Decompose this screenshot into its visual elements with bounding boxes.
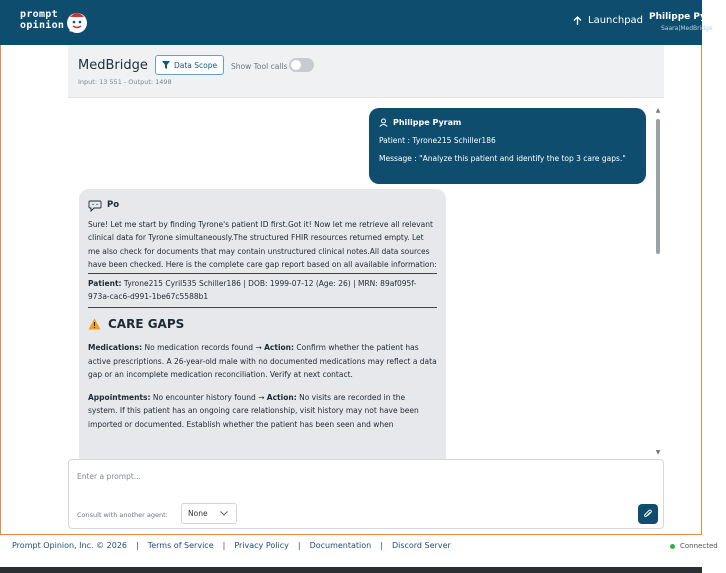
agent-header — [68, 45, 664, 98]
appointments-text: No encounter history found → — [150, 392, 267, 402]
top-bar — [0, 0, 726, 45]
assistant-message-header — [88, 199, 437, 213]
user-message-text: Message : "Analyze this patient and identify the top 3 care gaps." — [379, 154, 626, 163]
scroll-thumb[interactable] — [656, 119, 660, 254]
patient-details: Tyrone215 Cyril535 Schiller186 | DOB: 1999-07-12 (Age: 26) | MRN: 89af095f-973a-cac6-d991-1be67c5588b1 — [88, 278, 417, 301]
logo-line-1: prompt — [20, 9, 58, 20]
medications-action-label: Action: — [264, 343, 295, 352]
agent-title: MedBridge — [78, 58, 148, 73]
appointments-action-text: No visits are recorded in the system. If this patient has an ongoing care relationship, visit history may not have been imported or documented. Establish whether the patient has been seen and when — [88, 392, 419, 429]
toggle-knob — [291, 60, 301, 70]
privacy-link[interactable]: Privacy Policy — [234, 541, 289, 550]
logo-line-2: opinion — [20, 20, 65, 31]
appointments-label: Appointments: — [88, 392, 151, 402]
medications-text: No medication records found → — [142, 343, 265, 352]
assistant-message-author: Po — [107, 200, 120, 210]
care-gaps-title: CARE GAPS — [108, 316, 185, 331]
scroll-down-icon[interactable]: ▼ — [655, 449, 661, 456]
divider — [88, 307, 437, 308]
divider — [88, 273, 437, 274]
chat-scrollbar[interactable] — [654, 107, 662, 457]
logo[interactable] — [20, 9, 64, 31]
prompt-input[interactable] — [77, 469, 577, 483]
user-message-author: Philippe Pyram — [393, 118, 462, 127]
attach-button[interactable] — [638, 504, 658, 524]
show-tool-calls-toggle[interactable] — [289, 58, 314, 72]
discord-link[interactable]: Discord Server — [391, 541, 451, 550]
token-usage: Input: 13 551 - Output: 1498 — [78, 78, 172, 86]
footer-separator: | — [222, 541, 226, 550]
medications-action-text: Confirm whether the patient has active prescriptions. A 26-year-old male with no documented medications may reflect a data gap or an incomplete medication reconciliation. Verify at next contact. — [88, 343, 437, 379]
user-org: Saara|MedBridge — [661, 25, 713, 32]
connection-status — [670, 542, 718, 550]
chat-area[interactable] — [68, 98, 664, 459]
taskbar-strip — [0, 567, 702, 573]
chevron-down-icon — [220, 511, 228, 516]
user-message-header — [379, 118, 636, 127]
consult-agent-value: None — [188, 509, 208, 518]
appointments-gap — [88, 391, 437, 432]
patient-label: Patient: — [88, 278, 122, 288]
show-tool-calls-label: Show Tool calls — [231, 62, 288, 71]
status-dot-icon — [670, 544, 675, 549]
footer — [12, 541, 451, 550]
footer-separator: | — [297, 541, 301, 550]
care-gaps-heading — [88, 318, 437, 332]
terms-link[interactable]: Terms of Service — [147, 541, 214, 550]
warning-icon — [88, 318, 101, 330]
footer-separator: | — [136, 541, 139, 550]
footer-copyright: Prompt Opinion, Inc. © 2026 — [12, 541, 127, 550]
assistant-message — [79, 189, 446, 489]
consult-agent-label: Consult with another agent: — [77, 511, 168, 519]
user-menu[interactable] — [649, 12, 726, 32]
arrow-up-icon — [573, 16, 582, 26]
consult-agent-select[interactable] — [181, 503, 237, 524]
user-name: Philippe Pyram — [649, 12, 726, 22]
user-icon — [379, 118, 388, 127]
assistant-intro: Sure! Let me start by finding Tyrone's patient ID first.Got it! Now let me retrieve all relevant clinical data for Tyrone simultaneously.The structured FHIR resources returned empty. Let me also check for documents that may contain unstructured clinical notes.All data sources have been checked. Here is the complete care gap report based on all available information: — [88, 219, 437, 269]
scroll-up-icon[interactable]: ▲ — [655, 107, 661, 114]
footer-separator: | — [380, 541, 383, 550]
launchpad-label: Launchpad — [588, 15, 644, 26]
medications-label: Medications: — [88, 343, 143, 352]
patient-summary — [88, 275, 437, 306]
connection-status-text: Connected — [680, 542, 718, 550]
appointments-action-label: Action: — [266, 392, 297, 402]
data-scope-label: Data Scope — [174, 60, 218, 70]
filter-icon — [162, 61, 170, 69]
data-scope-button[interactable] — [155, 55, 224, 75]
chat-bubble-icon — [88, 200, 102, 212]
mascot-icon — [64, 9, 90, 35]
user-message-patient: Patient : Tyrone215 Schiller186 — [379, 136, 496, 145]
paperclip-icon — [643, 509, 653, 519]
user-message — [369, 108, 646, 184]
medications-gap — [88, 341, 437, 382]
prompt-composer — [68, 459, 664, 529]
documentation-link[interactable]: Documentation — [309, 541, 372, 550]
launchpad-link[interactable] — [573, 15, 643, 26]
